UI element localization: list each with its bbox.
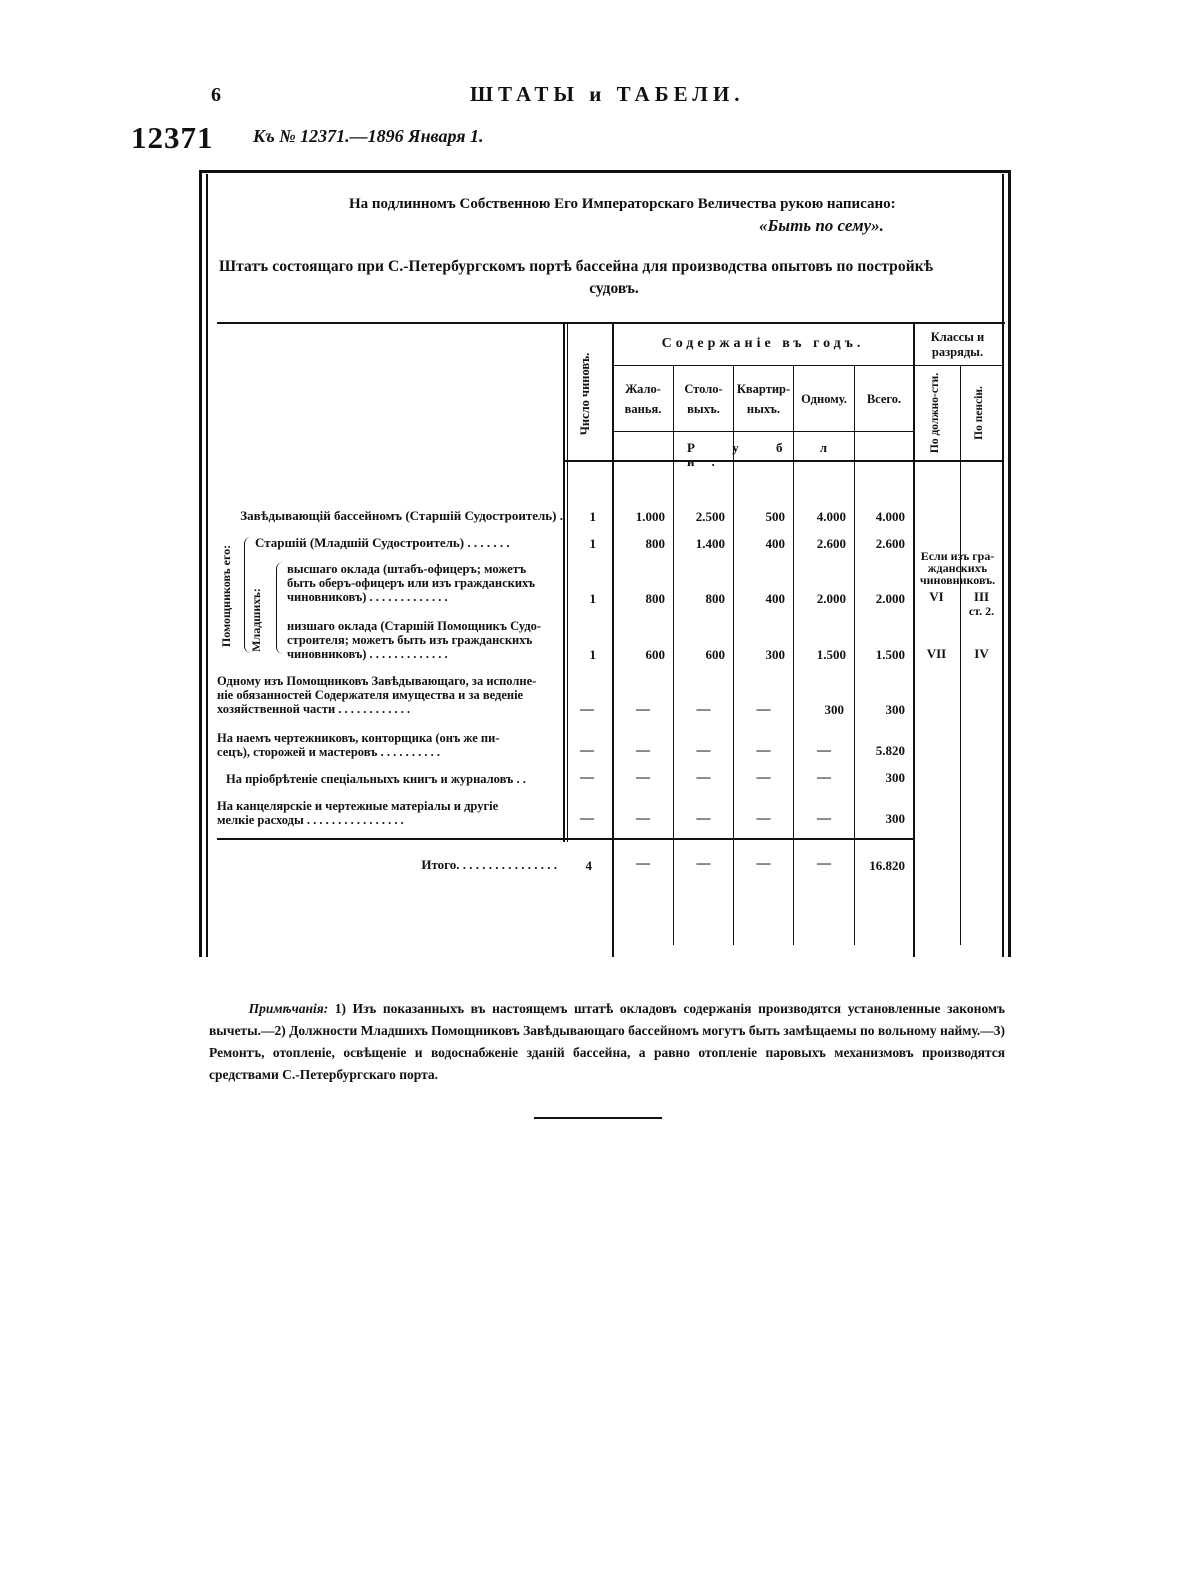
col-by-pension: По пенсіи. [973, 386, 985, 440]
decree-reference: Къ № 12371.—1896 Января 1. [253, 126, 484, 146]
table-title-line2: судовъ. [589, 280, 639, 297]
row-class-pension-art: ст. 2. [968, 604, 995, 618]
row-dash: — [696, 811, 711, 826]
row-dash: — [580, 702, 594, 717]
col-content-group: Содержаніе въ годъ. [661, 336, 865, 351]
row-salary: 800 [645, 536, 665, 551]
row-housing: 400 [765, 591, 785, 606]
row-salary: 800 [645, 591, 665, 606]
row-class-post: VI [929, 589, 944, 604]
row-label-l2: ніе обязанностей Содержателя имущества и за веденіе [217, 688, 524, 702]
row-dash: — [756, 770, 771, 785]
row-label-l1: Одному изъ Помощниковъ Завѣдывающаго, за исполне- [217, 674, 537, 688]
approval-line: На подлинномъ Собственною Его Императорскаго Величества рукою написано: [349, 196, 896, 212]
row-dash: — [580, 770, 594, 785]
row-dash: — [636, 770, 650, 785]
row-count: 1 [589, 591, 596, 606]
col-count-header: Число чиновъ. [578, 352, 592, 436]
decree-number: 12371 [131, 120, 214, 155]
col-housing-l1: Квартир- [736, 382, 791, 396]
notes-text: 1) Изъ показанныхъ въ настоящемъ штатѣ окладовъ содержанія производятся установленные закономъ вычеты.—2) Должности Младшихъ Помощниковъ Завѣдывающаго бассейномъ могутъ быть замѣщаемы по вольному найму.—3) Ремонтъ, отопленіе, освѣщеніе и водоснабженіе зданій бассейна, а равно отопленіе паровыхъ механизмовъ производятся средствами С.-Петербургскаго порта. [209, 1001, 1005, 1082]
row-total: 5.820 [875, 743, 905, 758]
class-note-l3: чиновниковъ. [919, 573, 996, 587]
row-dash: — [636, 743, 650, 758]
row-label-l2: сецъ), сторожей и мастеровъ . . . . . . . . . . [217, 745, 440, 759]
row-dash: — [756, 702, 771, 717]
row-dash: — [696, 770, 711, 785]
row-dash: — [580, 811, 594, 826]
row-dash: — [756, 811, 771, 826]
table-title-line1: Штатъ состоящаго при С.-Петербургскомъ портѣ бассейна для производства опытовъ по постройкѣ [219, 258, 934, 275]
col-one: Одному. [801, 392, 847, 406]
col-total: Всего. [866, 392, 902, 406]
row-table: 800 [705, 591, 725, 606]
staff-table [199, 170, 1011, 957]
row-one: 2.600 [816, 536, 846, 551]
row-label-l2: быть оберъ-офицеръ или изъ гражданскихъ [287, 576, 536, 590]
row-label-l1: На канцелярскіе и чертежные матеріалы и другіе [217, 799, 499, 813]
row-label-l3: чиновниковъ) . . . . . . . . . . . . . [287, 590, 448, 604]
row-housing: 500 [765, 509, 785, 524]
total-dash: — [696, 856, 711, 871]
closing-rule [534, 1117, 662, 1119]
row-dash: — [636, 811, 650, 826]
row-dash: — [580, 743, 594, 758]
row-dash: — [817, 811, 831, 826]
row-dash: — [636, 702, 650, 717]
total-label: Итого. . . . . . . . . . . . . . . . [421, 857, 557, 872]
total-dash: — [636, 856, 650, 871]
col-housing-l2: ныхъ. [746, 402, 781, 416]
row-salary: 1.000 [635, 509, 665, 524]
col-by-post: По должно-сти. [929, 372, 941, 454]
row-label-l1: На наемъ чертежниковъ, конторщика (онъ же пи- [217, 731, 500, 745]
col-classes-l1: Классы и [930, 330, 985, 344]
total-sum: 16.820 [869, 858, 905, 873]
class-note-l2: жданскихъ [927, 561, 988, 575]
row-one: 1.500 [816, 647, 846, 662]
running-title: ШТАТЫ и ТАБЕЛИ. [470, 82, 745, 106]
row-one: 300 [824, 702, 844, 717]
row-class-pension: III [973, 589, 990, 604]
row-total: 300 [885, 770, 905, 785]
row-dash: — [817, 770, 831, 785]
row-housing: 400 [765, 536, 785, 551]
row-total: 1.500 [875, 647, 905, 662]
row-one: 4.000 [816, 509, 846, 524]
row-count: 1 [589, 509, 596, 524]
row-one: 2.000 [816, 591, 846, 606]
row-count: 1 [589, 647, 596, 662]
row-total: 300 [885, 811, 905, 826]
row-total: 4.000 [875, 509, 905, 524]
row-label-l3: хозяйственной части . . . . . . . . . . . . [217, 702, 411, 716]
approval-motto: «Быть по сему». [759, 216, 884, 235]
row-table: 600 [705, 647, 725, 662]
row-salary: 600 [645, 647, 665, 662]
col-table-l1: Столо- [684, 382, 723, 396]
row-dash: — [817, 743, 831, 758]
row-count: 1 [589, 536, 596, 551]
row-label-l2: мелкіе расходы . . . . . . . . . . . . . . . . [217, 813, 404, 827]
row-total: 2.600 [875, 536, 905, 551]
col-salary-l1: Жало- [625, 382, 661, 396]
row-dash: — [756, 743, 771, 758]
class-note-l1: Если изъ гра- [920, 549, 995, 563]
row-total: 300 [885, 702, 905, 717]
row-class-pension: IV [974, 646, 989, 661]
row-label: На пріобрѣтеніе спеціальныхъ книгъ и журналовъ . . [226, 772, 526, 786]
row-table: 1.400 [695, 536, 725, 551]
row-class-post: VII [926, 646, 947, 661]
total-count: 4 [585, 858, 592, 873]
notes-paragraph [209, 998, 1005, 1086]
page-number: 6 [211, 84, 221, 106]
col-currency: Р у б л и. [687, 440, 844, 469]
col-table-l2: выхъ. [687, 402, 720, 416]
col-salary-l2: ванья. [624, 402, 662, 416]
row-label-l3: чиновниковъ) . . . . . . . . . . . . . [287, 647, 448, 661]
row-dash: — [696, 743, 711, 758]
row-housing: 300 [765, 647, 785, 662]
row-total: 2.000 [875, 591, 905, 606]
row-label-l1: высшаго оклада (штабъ-офицеръ; можетъ [287, 562, 527, 576]
row-table: 2.500 [695, 509, 725, 524]
group-assistants-label: Помощниковъ его: [219, 544, 233, 648]
row-dash: — [696, 702, 711, 717]
group-junior-label: Младшихъ: [249, 588, 263, 652]
total-dash: — [817, 856, 831, 871]
row-label-l2: строителя; можетъ быть изъ гражданскихъ [287, 633, 533, 647]
col-classes-l2: разряды. [931, 345, 984, 359]
notes-lead: Примѣчанія: [248, 1001, 329, 1016]
row-label: Завѣдывающій бассейномъ (Старшій Судостроитель) . [240, 508, 563, 523]
row-label: Старшій (Младшій Судостроитель) . . . . . . . [255, 535, 510, 550]
row-label-l1: низшаго оклада (Старшій Помощникъ Судо- [287, 619, 542, 633]
total-dash: — [756, 856, 771, 871]
